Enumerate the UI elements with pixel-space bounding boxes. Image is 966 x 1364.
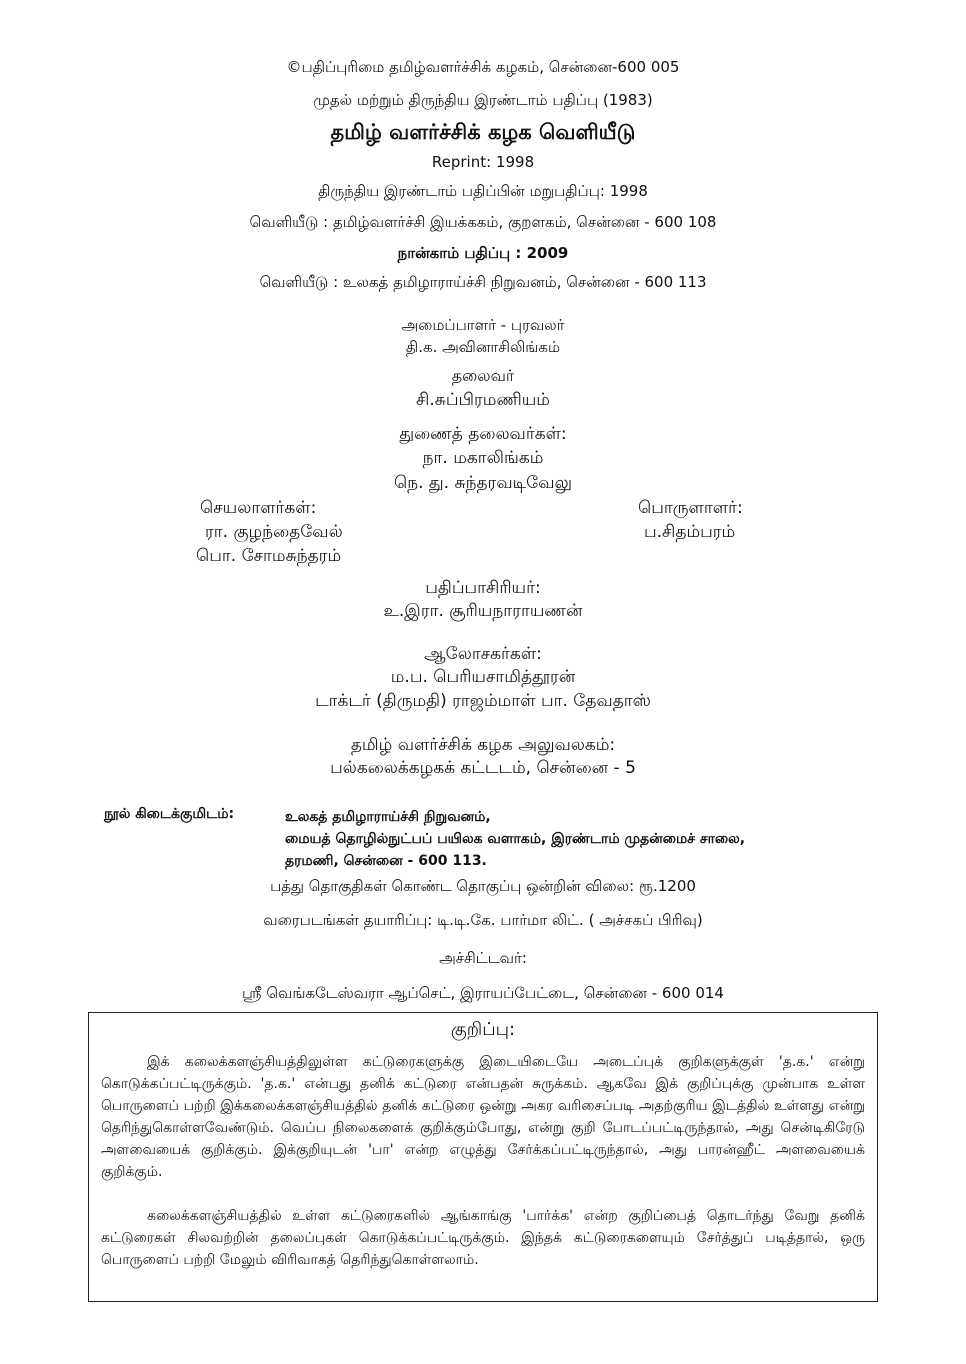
reprint-line: Reprint: 1998: [431, 153, 535, 171]
vice-president-2: நெ. து. சுந்தரவடிவேலு: [393, 473, 572, 493]
first-edition-line: முதல் மற்றும் திருந்திய இரண்டாம் பதிப்பு (1983): [313, 91, 653, 109]
printer-line: ஸ்ரீ வெங்கடேஸ்வரா ஆப்செட், இராயப்பேட்டை, சென்னை - 600 014: [242, 984, 724, 1002]
note-paragraph-2: கலைக்களஞ்சியத்தில் உள்ள கட்டுரைகளில் ஆங்காங்கு 'பார்க்க' என்ற குறிப்பைத் தொடர்ந்து வேறு தனிக் கட்டுரைகள் சிலவற்றின் தலைப்புகள் கொடுக்கப்பட்டிருக்கும். இந்தக் கட்டுரைகளையும் சேர்த்துப் படித்தால், ஒரு பொருளைப் பற்றி மேலும் விரிவாகத் தெரிந்துகொள்ளலாம்.: [101, 1208, 865, 1268]
treasurer-name: ப.சிதம்பரம்: [644, 522, 736, 542]
note-title: குறிப்பு:: [450, 1019, 516, 1040]
availability-label: நூல் கிடைக்குமிடம்:: [104, 806, 235, 822]
vice-president-role: துணைத் தலைவர்கள்:: [399, 424, 567, 444]
treasurer-role: பொருளாளர்:: [638, 498, 743, 518]
founder-name: தி.க. அவினாசிலிங்கம்: [405, 338, 561, 356]
price-line: பத்து தொகுதிகள் கொண்ட தொகுப்பு ஒன்றின் விலை: ரூ.1200: [270, 877, 696, 895]
secretaries-role: செயலாளர்கள்:: [200, 498, 317, 518]
copyright-line: ©பதிப்புரிமை தமிழ்வளர்ச்சிக் கழகம், சென்னை-600 005: [286, 58, 680, 76]
note-box: [88, 1012, 878, 1302]
advisor-2: டாக்டர் (திருமதி) ராஜம்மாள் பா. தேவதாஸ்: [315, 691, 651, 711]
advisor-1: ம.ப. பெரியசாமித்தூரன்: [390, 667, 576, 687]
office-address: பல்கலைக்கழகக் கட்டடம், சென்னை - 5: [330, 758, 636, 778]
editor-role: பதிப்பாசிரியர்:: [425, 578, 541, 598]
president-name: சி.சுப்பிரமணியம்: [416, 390, 550, 410]
charts-prep-line: வரைபடங்கள் தயாரிப்பு: டி.டி.கே. பார்மா லிட். ( அச்சகப் பிரிவு): [263, 911, 703, 929]
note-paragraph-1: இக் கலைக்களஞ்சியத்திலுள்ள கட்டுரைகளுக்கு இடையிடையே அடைப்புக் குறிகளுக்குள் 'த.க.' என்று கொடுக்கப்பட்டிருக்கும். 'த.க.' என்பது தனிக் கட்டுரை என்பதன் சுருக்கம். ஆகவே இக் குறிப்புக்கு முன்பாக உள்ள பொருளைப் பற்றி இக்கலைக்களஞ்சியத்தில் தனிக் கட்டுரை ஒன்று அகர வரிசைப்படி அதற்குரிய இடத்தில் உள்ளது என்று தெரிந்துகொள்ளவேண்டும். வெப்ப நிலைகளைக் குறிக்கும்போது, என்று குறி போடப்பட்டிருந்தால், அது சென்டிகிரேடு அளவையைக் குறிக்கும். இக்குறியுடன் 'பா' என்ற எழுத்து சேர்க்கப்பட்டிருந்தால், அது பாரன்ஹீட் அளவையைக் குறிக்கும்.: [101, 1054, 865, 1180]
availability-line-1: உலகத் தமிழாராய்ச்சி நிறுவனம்,: [285, 809, 491, 825]
advisors-role: ஆலோசகர்கள்:: [424, 644, 542, 664]
secretary-1: ரா. குழந்தைவேல்: [205, 522, 343, 542]
publication-line-1: வெளியீடு : தமிழ்வளர்ச்சி இயக்ககம், குறளகம், சென்னை - 600 108: [249, 213, 717, 231]
availability-line-2: மையத் தொழில்நுட்பப் பயிலக வளாகம், இரண்டாம் முதன்மைச் சாலை,: [285, 831, 746, 847]
availability-address: [285, 806, 745, 872]
president-role: தலைவர்: [451, 366, 515, 385]
secretary-2: பொ. சோமசுந்தரம்: [196, 546, 342, 566]
founder-role: அமைப்பாளர் - புரவலர்: [401, 316, 565, 334]
availability-line-3: தரமணி, சென்னை - 600 113.: [285, 853, 487, 869]
printer-label: அச்சிட்டவர்:: [439, 949, 527, 967]
vice-president-1: நா. மகாலிங்கம்: [422, 448, 544, 468]
publisher-title: தமிழ் வளர்ச்சிக் கழக வெளியீடு: [330, 120, 636, 144]
office-title: தமிழ் வளர்ச்சிக் கழக அலுவலகம்:: [350, 735, 616, 755]
fourth-edition-line: நான்காம் பதிப்பு : 2009: [397, 244, 569, 262]
revised-reprint-line: திருந்திய இரண்டாம் பதிப்பின் மறுபதிப்பு: 1998: [318, 182, 648, 200]
publication-line-2: வெளியீடு : உலகத் தமிழாராய்ச்சி நிறுவனம், சென்னை - 600 113: [259, 273, 707, 291]
editor-name: உ.இரா. சூரியநாராயணன்: [383, 601, 583, 621]
